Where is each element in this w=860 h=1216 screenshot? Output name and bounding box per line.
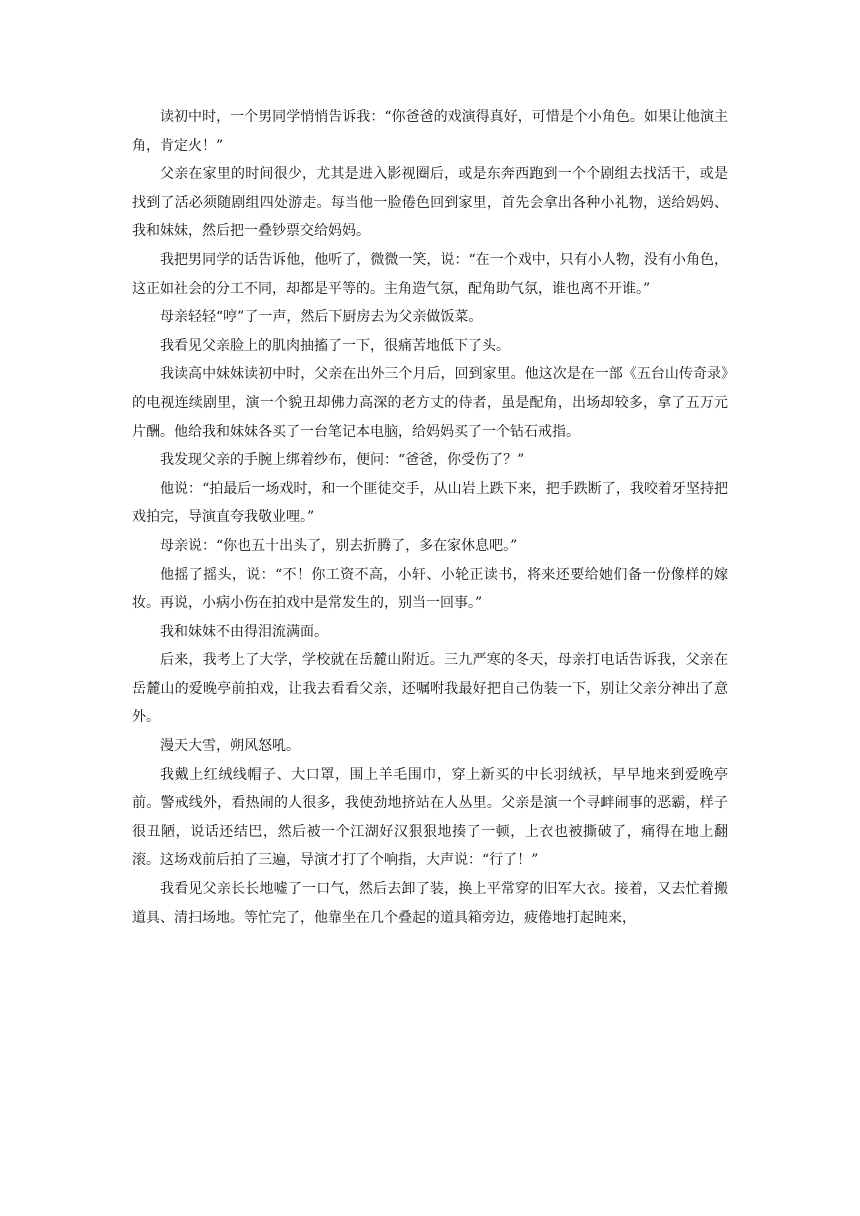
paragraph-14: 我戴上红绒线帽子、大口罩，围上羊毛围巾，穿上新买的中长羽绒袄，早早地来到爱晚亭前。警戒线外，看热闹的人很多，我使劲地挤站在人丛里。父亲是演一个寻衅闹事的恶霸，样子很丑陋，说话还结巴，然后被一个江湖好汉狠狠地揍了一顿，上衣也被撕破了，痛得在地上翻滚。这场戏前后拍了三遍，导演才打了个响指，大声说：“行了！” xyxy=(132,766,728,869)
document-page xyxy=(132,103,728,932)
paragraph-2: 父亲在家里的时间很少，尤其是进入影视圈后，或是东奔西跑到一个个剧组去找活干，或是找到了活必须随剧组四处游走。每当他一脸倦色回到家里，首先会拿出各种小礼物，送给妈妈、我和妹妹，然后把一叠钞票交给妈妈。 xyxy=(132,166,728,240)
paragraph-12: 后来，我考上了大学，学校就在岳麓山附近。三九严寒的冬天，母亲打电话告诉我，父亲在岳麓山的爱晚亭前拍戏，让我去看看父亲，还嘱咐我最好把自己伪装一下，别让父亲分神出了意外。 xyxy=(132,652,728,726)
paragraph-11: 我和妹妹不由得泪流满面。 xyxy=(160,623,328,640)
paragraph-4: 母亲轻轻“哼”了一声，然后下厨房去为父亲做饭菜。 xyxy=(160,309,483,326)
paragraph-3: 我把男同学的话告诉他，他听了，微微一笑，说：“在一个戏中，只有小人物，没有小角色，这正如社会的分工不同，却都是平等的。主角造气氛，配角助气氛，谁也离不开谁。” xyxy=(132,251,728,297)
paragraph-9: 母亲说：“你也五十出头了，别去折腾了，多在家休息吧。” xyxy=(160,537,518,554)
paragraph-7: 我发现父亲的手腕上绑着纱布，便问：“爸爸，你受伤了？” xyxy=(160,452,525,469)
paragraph-5: 我看见父亲脸上的肌肉抽搐了一下，很痛苦地低下了头。 xyxy=(160,337,510,354)
paragraph-10: 他摇了摇头，说：“不！你工资不高，小轩、小轮正读书，将来还要给她们备一份像样的嫁妆。再说，小病小伤在拍戏中是常发生的，别当一回事。” xyxy=(132,566,728,612)
paragraph-8: 他说：“拍最后一场戏时，和一个匪徒交手，从山岩上跌下来，把手跌断了，我咬着牙坚持把戏拍完，导演直夸我敬业哩。” xyxy=(132,480,728,526)
paragraph-13: 漫天大雪，朔风怒吼。 xyxy=(160,738,300,755)
paragraph-15: 我看见父亲长长地嘘了一口气，然后去卸了装，换上平常穿的旧军大衣。接着，又去忙着搬道具、清扫场地。等忙完了，他靠坐在几个叠起的道具箱旁边，疲倦地打起盹来， xyxy=(132,881,728,926)
paragraph-6: 我读高中妹妹读初中时，父亲在出外三个月后，回到家里。他这次是在一部《五台山传奇录》的电视连续剧里，演一个貌丑却佛力高深的老方丈的侍者，虽是配角，出场却较多，拿了五万元片酬。他给我和妹妹各买了一台笔记本电脑，给妈妈买了一个钻石戒指。 xyxy=(132,366,728,440)
paragraph-1: 读初中时，一个男同学悄悄告诉我：“你爸爸的戏演得真好，可惜是个小角色。如果让他演主角，肯定火！” xyxy=(132,109,728,154)
